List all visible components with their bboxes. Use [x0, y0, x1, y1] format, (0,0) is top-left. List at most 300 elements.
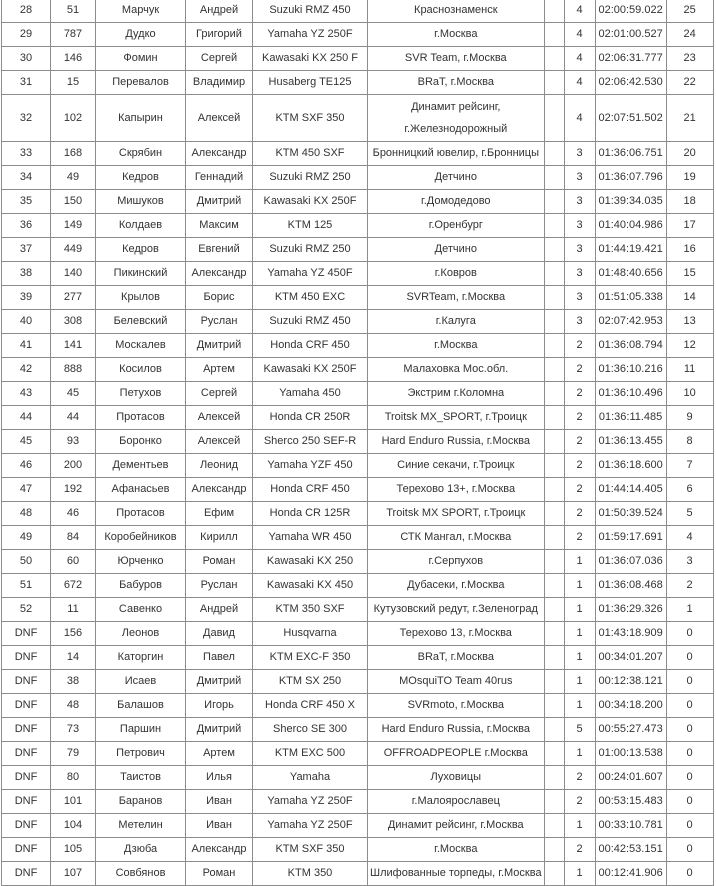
surname-cell: Метелин [96, 814, 186, 838]
time-cell: 00:34:18.200 [595, 694, 666, 718]
points-cell: 6 [666, 478, 713, 502]
time-cell: 01:43:18.909 [595, 622, 666, 646]
surname-cell: Каторгин [96, 646, 186, 670]
blank-cell [544, 790, 564, 814]
points-cell: 13 [666, 310, 713, 334]
number-cell: 104 [51, 814, 96, 838]
place-cell: 42 [2, 358, 51, 382]
number-cell: 888 [51, 358, 96, 382]
name-cell: Игорь [186, 694, 253, 718]
time-cell: 01:44:19.421 [595, 238, 666, 262]
bike-cell: Kawasaki KX 250 [253, 550, 368, 574]
bike-cell: Husaberg TE125 [253, 71, 368, 95]
surname-cell: Баранов [96, 790, 186, 814]
laps-cell: 5 [564, 718, 595, 742]
points-cell: 0 [666, 790, 713, 814]
team-cell: Детчино [368, 238, 545, 262]
points-cell: 0 [666, 622, 713, 646]
laps-cell: 1 [564, 598, 595, 622]
surname-cell: Боронко [96, 430, 186, 454]
table-row [2, 47, 714, 71]
name-cell: Алексей [186, 430, 253, 454]
table-row [2, 790, 714, 814]
team-cell: OFFROADPEOPLE г.Москва [368, 742, 545, 766]
table-row [2, 214, 714, 238]
number-cell: 105 [51, 838, 96, 862]
blank-cell [544, 310, 564, 334]
time-cell: 02:07:51.502 [595, 95, 666, 142]
table-row [2, 598, 714, 622]
laps-cell: 3 [564, 310, 595, 334]
time-cell: 01:36:07.796 [595, 166, 666, 190]
bike-cell: Yamaha YZ 250F [253, 23, 368, 47]
time-cell: 01:36:13.455 [595, 430, 666, 454]
team-cell: Hard Enduro Russia, г.Москва [368, 430, 545, 454]
number-cell: 60 [51, 550, 96, 574]
number-cell: 79 [51, 742, 96, 766]
name-cell: Геннадий [186, 166, 253, 190]
surname-cell: Леонов [96, 622, 186, 646]
surname-cell: Крылов [96, 286, 186, 310]
table-row [2, 23, 714, 47]
table-row [2, 358, 714, 382]
time-cell: 01:40:04.986 [595, 214, 666, 238]
surname-cell: Петрович [96, 742, 186, 766]
table-row [2, 0, 714, 23]
points-cell: 0 [666, 670, 713, 694]
points-cell: 8 [666, 430, 713, 454]
team-cell: Динамит рейсинг, г.Железнодорожный [368, 95, 545, 142]
points-cell: 0 [666, 742, 713, 766]
table-row [2, 310, 714, 334]
number-cell: 156 [51, 622, 96, 646]
place-cell: DNF [2, 718, 51, 742]
name-cell: Иван [186, 814, 253, 838]
blank-cell [544, 214, 564, 238]
bike-cell: Honda CR 125R [253, 502, 368, 526]
points-cell: 12 [666, 334, 713, 358]
name-cell: Григорий [186, 23, 253, 47]
team-cell: Кутузовский редут, г.Зеленоград [368, 598, 545, 622]
points-cell: 4 [666, 526, 713, 550]
results-table [1, 0, 714, 886]
bike-cell: Honda CRF 450 [253, 478, 368, 502]
name-cell: Дмитрий [186, 190, 253, 214]
bike-cell: Suzuki RMZ 250 [253, 238, 368, 262]
blank-cell [544, 430, 564, 454]
blank-cell [544, 262, 564, 286]
blank-cell [544, 502, 564, 526]
table-row [2, 238, 714, 262]
bike-cell: Sherco SE 300 [253, 718, 368, 742]
time-cell: 01:36:11.485 [595, 406, 666, 430]
time-cell: 01:36:08.794 [595, 334, 666, 358]
points-cell: 16 [666, 238, 713, 262]
number-cell: 787 [51, 23, 96, 47]
table-row [2, 478, 714, 502]
table-row [2, 95, 714, 142]
place-cell: 36 [2, 214, 51, 238]
table-row [2, 646, 714, 670]
laps-cell: 3 [564, 286, 595, 310]
name-cell: Андрей [186, 0, 253, 23]
team-cell: г.Ковров [368, 262, 545, 286]
surname-cell: Косилов [96, 358, 186, 382]
points-cell: 21 [666, 95, 713, 142]
results-body [2, 0, 714, 886]
name-cell: Дмитрий [186, 718, 253, 742]
blank-cell [544, 47, 564, 71]
table-row [2, 550, 714, 574]
place-cell: 28 [2, 0, 51, 23]
surname-cell: Протасов [96, 406, 186, 430]
name-cell: Максим [186, 214, 253, 238]
blank-cell [544, 23, 564, 47]
laps-cell: 1 [564, 622, 595, 646]
number-cell: 140 [51, 262, 96, 286]
table-row [2, 406, 714, 430]
blank-cell [544, 382, 564, 406]
place-cell: 40 [2, 310, 51, 334]
team-cell: Малаховка Мос.обл. [368, 358, 545, 382]
laps-cell: 3 [564, 166, 595, 190]
place-cell: DNF [2, 862, 51, 886]
points-cell: 0 [666, 814, 713, 838]
blank-cell [544, 238, 564, 262]
time-cell: 00:24:01.607 [595, 766, 666, 790]
name-cell: Илья [186, 766, 253, 790]
table-row [2, 670, 714, 694]
surname-cell: Савенко [96, 598, 186, 622]
bike-cell: Yamaha [253, 766, 368, 790]
surname-cell: Белевский [96, 310, 186, 334]
team-cell: г.Москва [368, 23, 545, 47]
points-cell: 2 [666, 574, 713, 598]
surname-cell: Кедров [96, 238, 186, 262]
surname-cell: Таистов [96, 766, 186, 790]
place-cell: 30 [2, 47, 51, 71]
blank-cell [544, 718, 564, 742]
team-cell: BRaT, г.Москва [368, 646, 545, 670]
time-cell: 01:51:05.338 [595, 286, 666, 310]
surname-cell: Бабуров [96, 574, 186, 598]
blank-cell [544, 142, 564, 166]
name-cell: Евгений [186, 238, 253, 262]
place-cell: DNF [2, 742, 51, 766]
number-cell: 48 [51, 694, 96, 718]
table-row [2, 166, 714, 190]
surname-cell: Афанасьев [96, 478, 186, 502]
laps-cell: 2 [564, 334, 595, 358]
team-cell: Бронницкий ювелир, г.Бронницы [368, 142, 545, 166]
bike-cell: KTM SXF 350 [253, 95, 368, 142]
place-cell: 29 [2, 23, 51, 47]
bike-cell: KTM 125 [253, 214, 368, 238]
surname-cell: Москалев [96, 334, 186, 358]
team-cell: г.Малоярославец [368, 790, 545, 814]
table-row [2, 862, 714, 886]
name-cell: Роман [186, 862, 253, 886]
number-cell: 150 [51, 190, 96, 214]
team-cell: Шлифованные торпеды, г.Москва [368, 862, 545, 886]
team-cell: Экстрим г.Коломна [368, 382, 545, 406]
laps-cell: 2 [564, 454, 595, 478]
blank-cell [544, 862, 564, 886]
bike-cell: KTM 350 [253, 862, 368, 886]
number-cell: 308 [51, 310, 96, 334]
points-cell: 23 [666, 47, 713, 71]
name-cell: Павел [186, 646, 253, 670]
points-cell: 20 [666, 142, 713, 166]
number-cell: 168 [51, 142, 96, 166]
laps-cell: 3 [564, 262, 595, 286]
time-cell: 01:36:07.036 [595, 550, 666, 574]
blank-cell [544, 694, 564, 718]
surname-cell: Дудко [96, 23, 186, 47]
bike-cell: Kawasaki KX 250 F [253, 47, 368, 71]
number-cell: 15 [51, 71, 96, 95]
surname-cell: Коробейников [96, 526, 186, 550]
bike-cell: Honda CR 250R [253, 406, 368, 430]
team-cell: г.Москва [368, 838, 545, 862]
time-cell: 01:00:13.538 [595, 742, 666, 766]
points-cell: 3 [666, 550, 713, 574]
laps-cell: 4 [564, 23, 595, 47]
number-cell: 101 [51, 790, 96, 814]
number-cell: 80 [51, 766, 96, 790]
surname-cell: Мишуков [96, 190, 186, 214]
name-cell: Руслан [186, 310, 253, 334]
surname-cell: Исаев [96, 670, 186, 694]
surname-cell: Фомин [96, 47, 186, 71]
place-cell: 37 [2, 238, 51, 262]
number-cell: 141 [51, 334, 96, 358]
blank-cell [544, 550, 564, 574]
table-row [2, 814, 714, 838]
bike-cell: KTM 450 SXF [253, 142, 368, 166]
team-cell: Краснознаменск [368, 0, 545, 23]
blank-cell [544, 670, 564, 694]
team-cell: Troitsk MX SPORT, г.Троицк [368, 502, 545, 526]
laps-cell: 3 [564, 214, 595, 238]
bike-cell: Suzuki RMZ 250 [253, 166, 368, 190]
points-cell: 5 [666, 502, 713, 526]
table-row [2, 718, 714, 742]
points-cell: 0 [666, 766, 713, 790]
place-cell: 46 [2, 454, 51, 478]
blank-cell [544, 742, 564, 766]
time-cell: 01:36:29.326 [595, 598, 666, 622]
place-cell: DNF [2, 622, 51, 646]
laps-cell: 2 [564, 406, 595, 430]
number-cell: 200 [51, 454, 96, 478]
team-cell: Дубасеки, г.Москва [368, 574, 545, 598]
team-cell: BRaT, г.Москва [368, 71, 545, 95]
time-cell: 01:36:10.496 [595, 382, 666, 406]
time-cell: 01:44:14.405 [595, 478, 666, 502]
table-row [2, 190, 714, 214]
number-cell: 11 [51, 598, 96, 622]
place-cell: 49 [2, 526, 51, 550]
number-cell: 46 [51, 502, 96, 526]
surname-cell: Протасов [96, 502, 186, 526]
time-cell: 01:36:08.468 [595, 574, 666, 598]
place-cell: 35 [2, 190, 51, 214]
number-cell: 73 [51, 718, 96, 742]
bike-cell: KTM EXC-F 350 [253, 646, 368, 670]
name-cell: Алексей [186, 95, 253, 142]
time-cell: 01:59:17.691 [595, 526, 666, 550]
number-cell: 93 [51, 430, 96, 454]
time-cell: 02:06:42.530 [595, 71, 666, 95]
team-cell: г.Домодедово [368, 190, 545, 214]
name-cell: Борис [186, 286, 253, 310]
laps-cell: 2 [564, 502, 595, 526]
place-cell: DNF [2, 670, 51, 694]
blank-cell [544, 598, 564, 622]
points-cell: 9 [666, 406, 713, 430]
laps-cell: 3 [564, 190, 595, 214]
laps-cell: 2 [564, 358, 595, 382]
table-row [2, 142, 714, 166]
number-cell: 38 [51, 670, 96, 694]
bike-cell: KTM 450 EXC [253, 286, 368, 310]
time-cell: 00:42:53.151 [595, 838, 666, 862]
table-row [2, 334, 714, 358]
place-cell: 50 [2, 550, 51, 574]
bike-cell: Yamaha YZ 450F [253, 262, 368, 286]
table-row [2, 838, 714, 862]
points-cell: 17 [666, 214, 713, 238]
blank-cell [544, 166, 564, 190]
time-cell: 01:36:10.216 [595, 358, 666, 382]
blank-cell [544, 622, 564, 646]
blank-cell [544, 574, 564, 598]
table-row [2, 574, 714, 598]
surname-cell: Балашов [96, 694, 186, 718]
number-cell: 449 [51, 238, 96, 262]
points-cell: 10 [666, 382, 713, 406]
bike-cell: Suzuki RMZ 450 [253, 310, 368, 334]
bike-cell: KTM EXC 500 [253, 742, 368, 766]
table-row [2, 430, 714, 454]
team-cell: SVRmoto, г.Москва [368, 694, 545, 718]
table-row [2, 454, 714, 478]
place-cell: 44 [2, 406, 51, 430]
laps-cell: 1 [564, 742, 595, 766]
number-cell: 49 [51, 166, 96, 190]
blank-cell [544, 286, 564, 310]
place-cell: DNF [2, 814, 51, 838]
blank-cell [544, 406, 564, 430]
time-cell: 02:01:00.527 [595, 23, 666, 47]
number-cell: 45 [51, 382, 96, 406]
table-row [2, 382, 714, 406]
blank-cell [544, 526, 564, 550]
laps-cell: 1 [564, 646, 595, 670]
bike-cell: Yamaha WR 450 [253, 526, 368, 550]
name-cell: Сергей [186, 382, 253, 406]
number-cell: 14 [51, 646, 96, 670]
time-cell: 02:07:42.953 [595, 310, 666, 334]
name-cell: Руслан [186, 574, 253, 598]
bike-cell: Kawasaki KX 450 [253, 574, 368, 598]
place-cell: 47 [2, 478, 51, 502]
bike-cell: Sherco 250 SEF-R [253, 430, 368, 454]
team-cell: MOsquiTO Team 40rus [368, 670, 545, 694]
surname-cell: Дементьев [96, 454, 186, 478]
name-cell: Артем [186, 742, 253, 766]
laps-cell: 2 [564, 526, 595, 550]
name-cell: Андрей [186, 598, 253, 622]
blank-cell [544, 95, 564, 142]
team-cell: Синие секачи, г.Троицк [368, 454, 545, 478]
time-cell: 01:36:06.751 [595, 142, 666, 166]
bike-cell: Yamaha YZF 450 [253, 454, 368, 478]
surname-cell: Колдаев [96, 214, 186, 238]
laps-cell: 4 [564, 95, 595, 142]
team-cell: г.Калуга [368, 310, 545, 334]
place-cell: 32 [2, 95, 51, 142]
surname-cell: Перевалов [96, 71, 186, 95]
surname-cell: Юрченко [96, 550, 186, 574]
blank-cell [544, 838, 564, 862]
bike-cell: KTM 350 SXF [253, 598, 368, 622]
name-cell: Леонид [186, 454, 253, 478]
number-cell: 192 [51, 478, 96, 502]
bike-cell: Suzuki RMZ 450 [253, 0, 368, 23]
place-cell: DNF [2, 790, 51, 814]
team-cell: г.Серпухов [368, 550, 545, 574]
bike-cell: Honda CRF 450 X [253, 694, 368, 718]
table-row [2, 526, 714, 550]
bike-cell: Kawasaki KX 250F [253, 358, 368, 382]
number-cell: 102 [51, 95, 96, 142]
table-row [2, 286, 714, 310]
place-cell: 51 [2, 574, 51, 598]
points-cell: 0 [666, 862, 713, 886]
bike-cell: Husqvarna [253, 622, 368, 646]
table-row [2, 766, 714, 790]
team-cell: г.Оренбург [368, 214, 545, 238]
name-cell: Владимир [186, 71, 253, 95]
name-cell: Артем [186, 358, 253, 382]
time-cell: 00:53:15.483 [595, 790, 666, 814]
points-cell: 19 [666, 166, 713, 190]
laps-cell: 2 [564, 838, 595, 862]
place-cell: DNF [2, 646, 51, 670]
blank-cell [544, 478, 564, 502]
name-cell: Роман [186, 550, 253, 574]
laps-cell: 1 [564, 694, 595, 718]
time-cell: 00:55:27.473 [595, 718, 666, 742]
surname-cell: Марчук [96, 0, 186, 23]
bike-cell: Yamaha 450 [253, 382, 368, 406]
place-cell: 52 [2, 598, 51, 622]
team-cell: SVRTeam, г.Москва [368, 286, 545, 310]
laps-cell: 2 [564, 766, 595, 790]
number-cell: 149 [51, 214, 96, 238]
time-cell: 00:12:38.121 [595, 670, 666, 694]
place-cell: DNF [2, 694, 51, 718]
name-cell: Дмитрий [186, 670, 253, 694]
time-cell: 00:34:01.207 [595, 646, 666, 670]
name-cell: Александр [186, 838, 253, 862]
bike-cell: Kawasaki KX 250F [253, 190, 368, 214]
blank-cell [544, 814, 564, 838]
laps-cell: 3 [564, 142, 595, 166]
place-cell: 33 [2, 142, 51, 166]
